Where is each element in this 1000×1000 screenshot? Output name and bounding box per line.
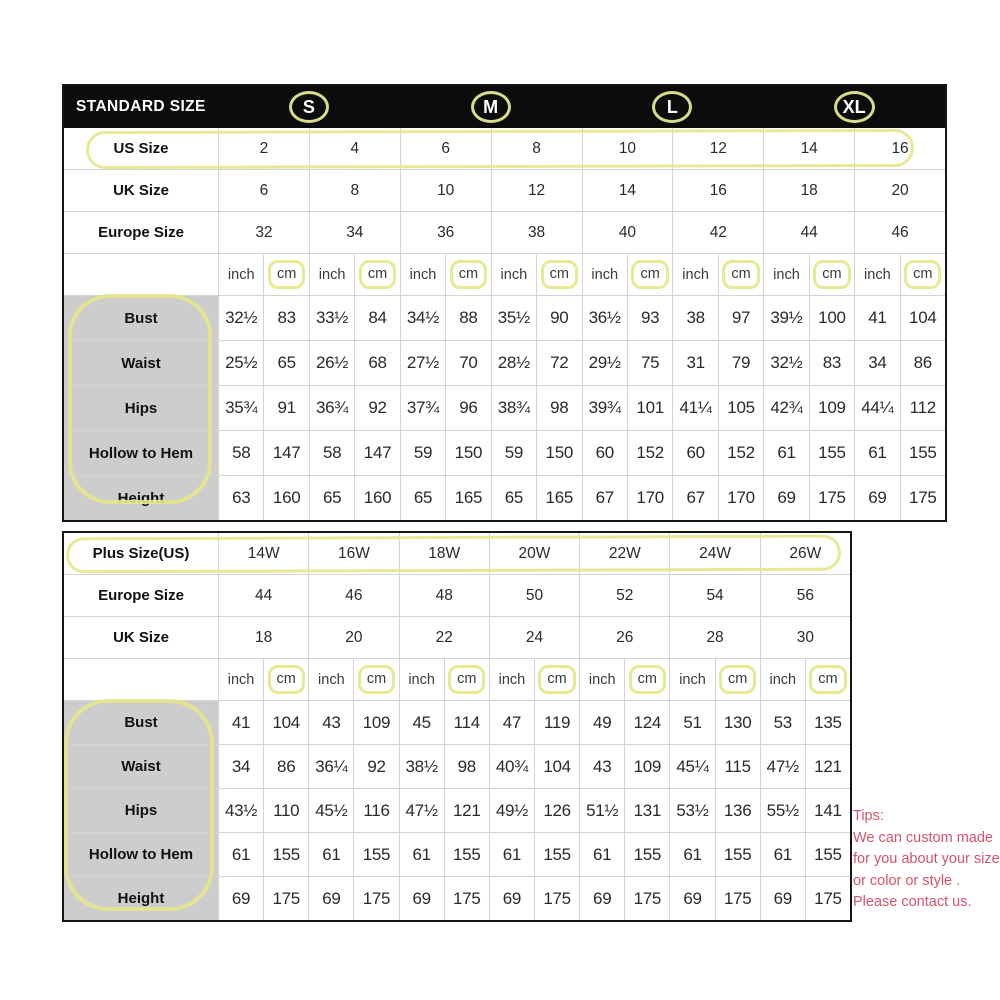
cm-unit-cell (444, 659, 489, 700)
size-value-cell: 32 (218, 212, 309, 253)
inch-unit-cell: inch (669, 659, 714, 700)
inch-unit-cell: inch (582, 254, 627, 295)
measure-value-cell: 41¼ (672, 386, 717, 430)
custom-made-tips (853, 806, 1000, 914)
measure-value-cell: 104 (263, 701, 308, 744)
measure-value-cell: 91 (263, 386, 308, 430)
measure-value-cell: 59 (400, 431, 445, 475)
measure-value-cell: 147 (263, 431, 308, 475)
standard-size-header-bar (64, 86, 945, 128)
size-value-cell: 14W (218, 533, 308, 574)
measure-value-cell: 51½ (579, 789, 624, 832)
size-value-cell: 12 (491, 170, 582, 211)
row-label: UK Size (113, 629, 169, 646)
cm-highlight-box: cm (629, 665, 666, 694)
measure-value-cell: 86 (900, 341, 945, 385)
inch-unit-cell: inch (672, 254, 717, 295)
measure-row-label: Hips (64, 789, 218, 832)
row-label: Europe Size (98, 224, 184, 241)
measure-value-cell: 170 (718, 476, 763, 520)
tips-line: We can custom made (853, 829, 993, 846)
cm-unit-cell (805, 659, 850, 700)
size-value-cell: 2 (218, 128, 309, 169)
measure-value-cell: 45½ (308, 789, 353, 832)
measure-value-cell: 121 (444, 789, 489, 832)
inch-unit-cell: inch (489, 659, 534, 700)
measure-value-cell: 43 (308, 701, 353, 744)
measure-value-cell: 49½ (489, 789, 534, 832)
measure-value-cell: 41 (218, 701, 263, 744)
measure-value-cell: 59 (491, 431, 536, 475)
measure-value-cell: 58 (218, 431, 263, 475)
size-value-cell: 28 (669, 617, 759, 658)
cm-highlight-box: cm (268, 260, 305, 289)
measure-value-cell: 42¾ (763, 386, 808, 430)
measure-value-cell: 67 (672, 476, 717, 520)
measure-value-cell: 119 (534, 701, 579, 744)
measure-value-cell: 160 (263, 476, 308, 520)
size-value-cell: 38 (491, 212, 582, 253)
plus-size-table-body (64, 533, 850, 920)
table-row (64, 211, 945, 253)
measure-value-cell: 155 (715, 833, 760, 876)
measure-value-cell: 61 (763, 431, 808, 475)
cm-unit-cell (354, 254, 399, 295)
inch-unit-cell: inch (308, 659, 353, 700)
measure-value-cell: 47½ (399, 789, 444, 832)
table-row (64, 658, 850, 700)
inch-unit-cell: inch (760, 659, 805, 700)
row-label: Plus Size(US) (92, 545, 190, 562)
tips-line: for you about your size (853, 851, 1000, 867)
standard-size-table-body (64, 128, 945, 520)
measure-value-cell: 69 (579, 877, 624, 920)
measure-value-cell: 72 (536, 341, 581, 385)
measure-value-cell: 27½ (400, 341, 445, 385)
measure-value-cell: 61 (760, 833, 805, 876)
size-value-cell: 40 (582, 212, 673, 253)
cm-highlight-box: cm (809, 665, 846, 694)
size-group-l (582, 91, 764, 123)
measure-value-cell: 51 (669, 701, 714, 744)
measure-value-cell: 49 (579, 701, 624, 744)
measure-value-cell: 112 (900, 386, 945, 430)
measure-value-cell: 175 (715, 877, 760, 920)
inch-unit-cell: inch (763, 254, 808, 295)
unit-row-empty-cell (64, 659, 218, 700)
inch-unit-cell: inch (309, 254, 354, 295)
measure-value-cell: 96 (445, 386, 490, 430)
cm-highlight-box: cm (538, 665, 575, 694)
measure-value-cell: 65 (491, 476, 536, 520)
size-value-cell: 4 (309, 128, 400, 169)
measure-value-cell: 38¾ (491, 386, 536, 430)
measure-value-cell: 53 (760, 701, 805, 744)
measure-value-cell: 69 (218, 877, 263, 920)
cm-highlight-box: cm (541, 260, 578, 289)
table-row (64, 169, 945, 211)
measure-value-cell: 109 (353, 701, 398, 744)
size-value-cell: 42 (672, 212, 763, 253)
table-row (64, 574, 850, 616)
measure-value-cell: 124 (624, 701, 669, 744)
measure-value-cell: 69 (854, 476, 899, 520)
cm-unit-cell (718, 254, 763, 295)
measure-value-cell: 61 (579, 833, 624, 876)
row-label: UK Size (113, 182, 169, 199)
measure-value-cell: 101 (627, 386, 672, 430)
size-value-cell: 18 (763, 170, 854, 211)
measure-value-cell: 65 (309, 476, 354, 520)
size-value-cell: 48 (399, 575, 489, 616)
size-value-cell: 30 (760, 617, 850, 658)
measure-value-cell: 175 (353, 877, 398, 920)
measure-value-cell: 104 (900, 296, 945, 340)
cm-highlight-box: cm (631, 260, 668, 289)
size-value-cell: 16 (672, 170, 763, 211)
measure-value-cell: 97 (718, 296, 763, 340)
size-value-cell: 20W (489, 533, 579, 574)
inch-unit-cell: inch (399, 659, 444, 700)
measure-value-cell: 175 (900, 476, 945, 520)
measure-row-label: Bust (64, 701, 218, 744)
measure-row-label: Height (64, 476, 218, 520)
measure-value-cell: 61 (854, 431, 899, 475)
measure-value-cell: 69 (760, 877, 805, 920)
standard-size-title: STANDARD SIZE (76, 98, 206, 115)
table-row (64, 876, 850, 920)
measure-value-cell: 69 (489, 877, 534, 920)
size-value-cell: 24 (489, 617, 579, 658)
size-value-cell: 26 (579, 617, 669, 658)
measure-value-cell: 53½ (669, 789, 714, 832)
measure-value-cell: 175 (624, 877, 669, 920)
measure-value-cell: 150 (445, 431, 490, 475)
measure-value-cell: 31 (672, 341, 717, 385)
measure-value-cell: 70 (445, 341, 490, 385)
table-row (64, 832, 850, 876)
table-row (64, 788, 850, 832)
measure-value-cell: 175 (263, 877, 308, 920)
measure-value-cell: 61 (669, 833, 714, 876)
measure-value-cell: 79 (718, 341, 763, 385)
cm-unit-cell (445, 254, 490, 295)
measure-value-cell: 55½ (760, 789, 805, 832)
measure-value-cell: 150 (536, 431, 581, 475)
measure-value-cell: 39¾ (582, 386, 627, 430)
measure-value-cell: 121 (805, 745, 850, 788)
measure-value-cell: 84 (354, 296, 399, 340)
measure-value-cell: 29½ (582, 341, 627, 385)
measure-value-cell: 155 (263, 833, 308, 876)
measure-value-cell: 34½ (400, 296, 445, 340)
measure-value-cell: 116 (353, 789, 398, 832)
plus-size-table (62, 531, 852, 922)
cm-highlight-box: cm (448, 665, 485, 694)
size-value-cell: 20 (308, 617, 398, 658)
size-value-cell: 26W (760, 533, 850, 574)
size-value-cell: 6 (400, 128, 491, 169)
measure-value-cell: 152 (718, 431, 763, 475)
measure-value-cell: 58 (309, 431, 354, 475)
measure-value-cell: 45 (399, 701, 444, 744)
size-xl-circle: XL (834, 91, 875, 123)
measure-value-cell: 152 (627, 431, 672, 475)
inch-unit-cell: inch (579, 659, 624, 700)
inch-unit-cell: inch (218, 254, 263, 295)
measure-value-cell: 68 (354, 341, 399, 385)
measure-value-cell: 155 (900, 431, 945, 475)
measure-value-cell: 165 (445, 476, 490, 520)
measure-value-cell: 88 (445, 296, 490, 340)
table-row (64, 253, 945, 295)
measure-value-cell: 155 (624, 833, 669, 876)
measure-value-cell: 32½ (218, 296, 263, 340)
measure-value-cell: 69 (399, 877, 444, 920)
measure-value-cell: 92 (354, 386, 399, 430)
measure-value-cell: 37¾ (400, 386, 445, 430)
size-value-cell: 56 (760, 575, 850, 616)
tips-line: or color or style . (853, 872, 961, 889)
cm-unit-cell (624, 659, 669, 700)
cm-highlight-box: cm (813, 260, 850, 289)
measure-value-cell: 98 (536, 386, 581, 430)
cm-unit-cell (353, 659, 398, 700)
measure-value-cell: 75 (627, 341, 672, 385)
measure-value-cell: 67 (582, 476, 627, 520)
measure-value-cell: 105 (718, 386, 763, 430)
measure-value-cell: 61 (218, 833, 263, 876)
inch-unit-cell: inch (854, 254, 899, 295)
measure-value-cell: 109 (809, 386, 854, 430)
measure-value-cell: 26½ (309, 341, 354, 385)
measure-value-cell: 155 (809, 431, 854, 475)
unit-row-empty-cell (64, 254, 218, 295)
size-value-cell: 20 (854, 170, 945, 211)
measure-value-cell: 147 (354, 431, 399, 475)
size-value-cell: 6 (218, 170, 309, 211)
size-group-xl (763, 91, 945, 123)
size-value-cell: 12 (672, 128, 763, 169)
measure-value-cell: 175 (444, 877, 489, 920)
measure-value-cell: 44¼ (854, 386, 899, 430)
size-value-cell: 50 (489, 575, 579, 616)
measure-value-cell: 60 (582, 431, 627, 475)
tips-title: Tips: (853, 808, 884, 824)
table-row (64, 385, 945, 430)
measure-value-cell: 170 (627, 476, 672, 520)
size-value-cell: 22 (399, 617, 489, 658)
cm-unit-cell (900, 254, 945, 295)
measure-row-label: Hollow to Hem (64, 431, 218, 475)
measure-value-cell: 36¼ (308, 745, 353, 788)
measure-value-cell: 155 (805, 833, 850, 876)
size-value-cell: 52 (579, 575, 669, 616)
size-l-circle: L (652, 91, 692, 123)
measure-value-cell: 36¾ (309, 386, 354, 430)
size-value-cell: 34 (309, 212, 400, 253)
measure-value-cell: 175 (534, 877, 579, 920)
cm-unit-cell (263, 254, 308, 295)
measure-value-cell: 104 (534, 745, 579, 788)
inch-unit-cell: inch (400, 254, 445, 295)
cm-unit-cell (263, 659, 308, 700)
tips-line: Please contact us. (853, 894, 972, 910)
measure-value-cell: 69 (308, 877, 353, 920)
measure-value-cell: 34 (218, 745, 263, 788)
measure-value-cell: 34 (854, 341, 899, 385)
size-value-cell: 8 (491, 128, 582, 169)
measure-value-cell: 35½ (491, 296, 536, 340)
measure-value-cell: 33½ (309, 296, 354, 340)
measure-value-cell: 60 (672, 431, 717, 475)
measure-value-cell: 155 (444, 833, 489, 876)
size-value-cell: 10 (582, 128, 673, 169)
size-value-cell: 36 (400, 212, 491, 253)
table-row (64, 616, 850, 658)
cm-unit-cell (534, 659, 579, 700)
standard-size-table (62, 84, 947, 522)
measure-value-cell: 69 (763, 476, 808, 520)
size-value-cell: 10 (400, 170, 491, 211)
size-value-cell: 22W (579, 533, 669, 574)
measure-value-cell: 47 (489, 701, 534, 744)
measure-row-label: Height (64, 877, 218, 920)
measure-row-label: Waist (64, 341, 218, 385)
size-group-s (218, 91, 400, 123)
measure-value-cell: 175 (805, 877, 850, 920)
measure-value-cell: 93 (627, 296, 672, 340)
measure-value-cell: 38½ (399, 745, 444, 788)
inch-unit-cell: inch (218, 659, 263, 700)
measure-value-cell: 36½ (582, 296, 627, 340)
measure-value-cell: 69 (669, 877, 714, 920)
cm-unit-cell (536, 254, 581, 295)
measure-value-cell: 38 (672, 296, 717, 340)
measure-value-cell: 115 (715, 745, 760, 788)
measure-value-cell: 61 (489, 833, 534, 876)
measure-value-cell: 160 (354, 476, 399, 520)
measure-value-cell: 126 (534, 789, 579, 832)
measure-value-cell: 65 (400, 476, 445, 520)
measure-value-cell: 110 (263, 789, 308, 832)
table-row (64, 744, 850, 788)
measure-value-cell: 131 (624, 789, 669, 832)
size-value-cell: 8 (309, 170, 400, 211)
measure-value-cell: 135 (805, 701, 850, 744)
row-label: US Size (113, 140, 169, 157)
measure-value-cell: 28½ (491, 341, 536, 385)
measure-value-cell: 39½ (763, 296, 808, 340)
measure-value-cell: 155 (353, 833, 398, 876)
cm-highlight-box: cm (358, 665, 395, 694)
measure-row-label: Waist (64, 745, 218, 788)
size-m-circle: M (471, 91, 511, 123)
measure-value-cell: 86 (263, 745, 308, 788)
measure-value-cell: 47½ (760, 745, 805, 788)
cm-highlight-box: cm (450, 260, 487, 289)
size-value-cell: 16 (854, 128, 945, 169)
measure-value-cell: 83 (809, 341, 854, 385)
cm-highlight-box: cm (722, 260, 759, 289)
table-row (64, 128, 945, 169)
measure-row-label: Hollow to Hem (64, 833, 218, 876)
measure-value-cell: 136 (715, 789, 760, 832)
measure-row-label: Bust (64, 296, 218, 340)
cm-highlight-box: cm (719, 665, 756, 694)
measure-value-cell: 61 (399, 833, 444, 876)
row-label: Europe Size (98, 587, 184, 604)
size-value-cell: 44 (218, 575, 308, 616)
measure-value-cell: 35¾ (218, 386, 263, 430)
measure-value-cell: 165 (536, 476, 581, 520)
measure-value-cell: 41 (854, 296, 899, 340)
inch-unit-cell: inch (491, 254, 536, 295)
measure-value-cell: 32½ (763, 341, 808, 385)
table-row (64, 475, 945, 520)
size-value-cell: 46 (308, 575, 398, 616)
measure-value-cell: 141 (805, 789, 850, 832)
measure-value-cell: 63 (218, 476, 263, 520)
measure-value-cell: 40¾ (489, 745, 534, 788)
measure-value-cell: 130 (715, 701, 760, 744)
measure-value-cell: 43 (579, 745, 624, 788)
size-value-cell: 46 (854, 212, 945, 253)
size-value-cell: 18W (399, 533, 489, 574)
measure-value-cell: 43½ (218, 789, 263, 832)
measure-value-cell: 45¼ (669, 745, 714, 788)
measure-row-label: Hips (64, 386, 218, 430)
cm-unit-cell (627, 254, 672, 295)
cm-highlight-box: cm (359, 260, 396, 289)
measure-value-cell: 25½ (218, 341, 263, 385)
measure-value-cell: 90 (536, 296, 581, 340)
table-row (64, 700, 850, 744)
size-value-cell: 14 (582, 170, 673, 211)
measure-value-cell: 83 (263, 296, 308, 340)
size-group-m (400, 91, 582, 123)
cm-unit-cell (715, 659, 760, 700)
table-row (64, 340, 945, 385)
size-value-cell: 54 (669, 575, 759, 616)
measure-value-cell: 92 (353, 745, 398, 788)
size-value-cell: 44 (763, 212, 854, 253)
measure-value-cell: 98 (444, 745, 489, 788)
measure-value-cell: 65 (263, 341, 308, 385)
measure-value-cell: 175 (809, 476, 854, 520)
table-row (64, 533, 850, 574)
cm-unit-cell (809, 254, 854, 295)
measure-value-cell: 114 (444, 701, 489, 744)
measure-value-cell: 155 (534, 833, 579, 876)
table-row (64, 430, 945, 475)
measure-value-cell: 109 (624, 745, 669, 788)
size-value-cell: 16W (308, 533, 398, 574)
measure-value-cell: 100 (809, 296, 854, 340)
size-s-circle: S (289, 91, 329, 123)
table-row (64, 295, 945, 340)
cm-highlight-box: cm (904, 260, 941, 289)
cm-highlight-box: cm (268, 665, 305, 694)
size-value-cell: 24W (669, 533, 759, 574)
size-value-cell: 18 (218, 617, 308, 658)
measure-value-cell: 61 (308, 833, 353, 876)
size-value-cell: 14 (763, 128, 854, 169)
